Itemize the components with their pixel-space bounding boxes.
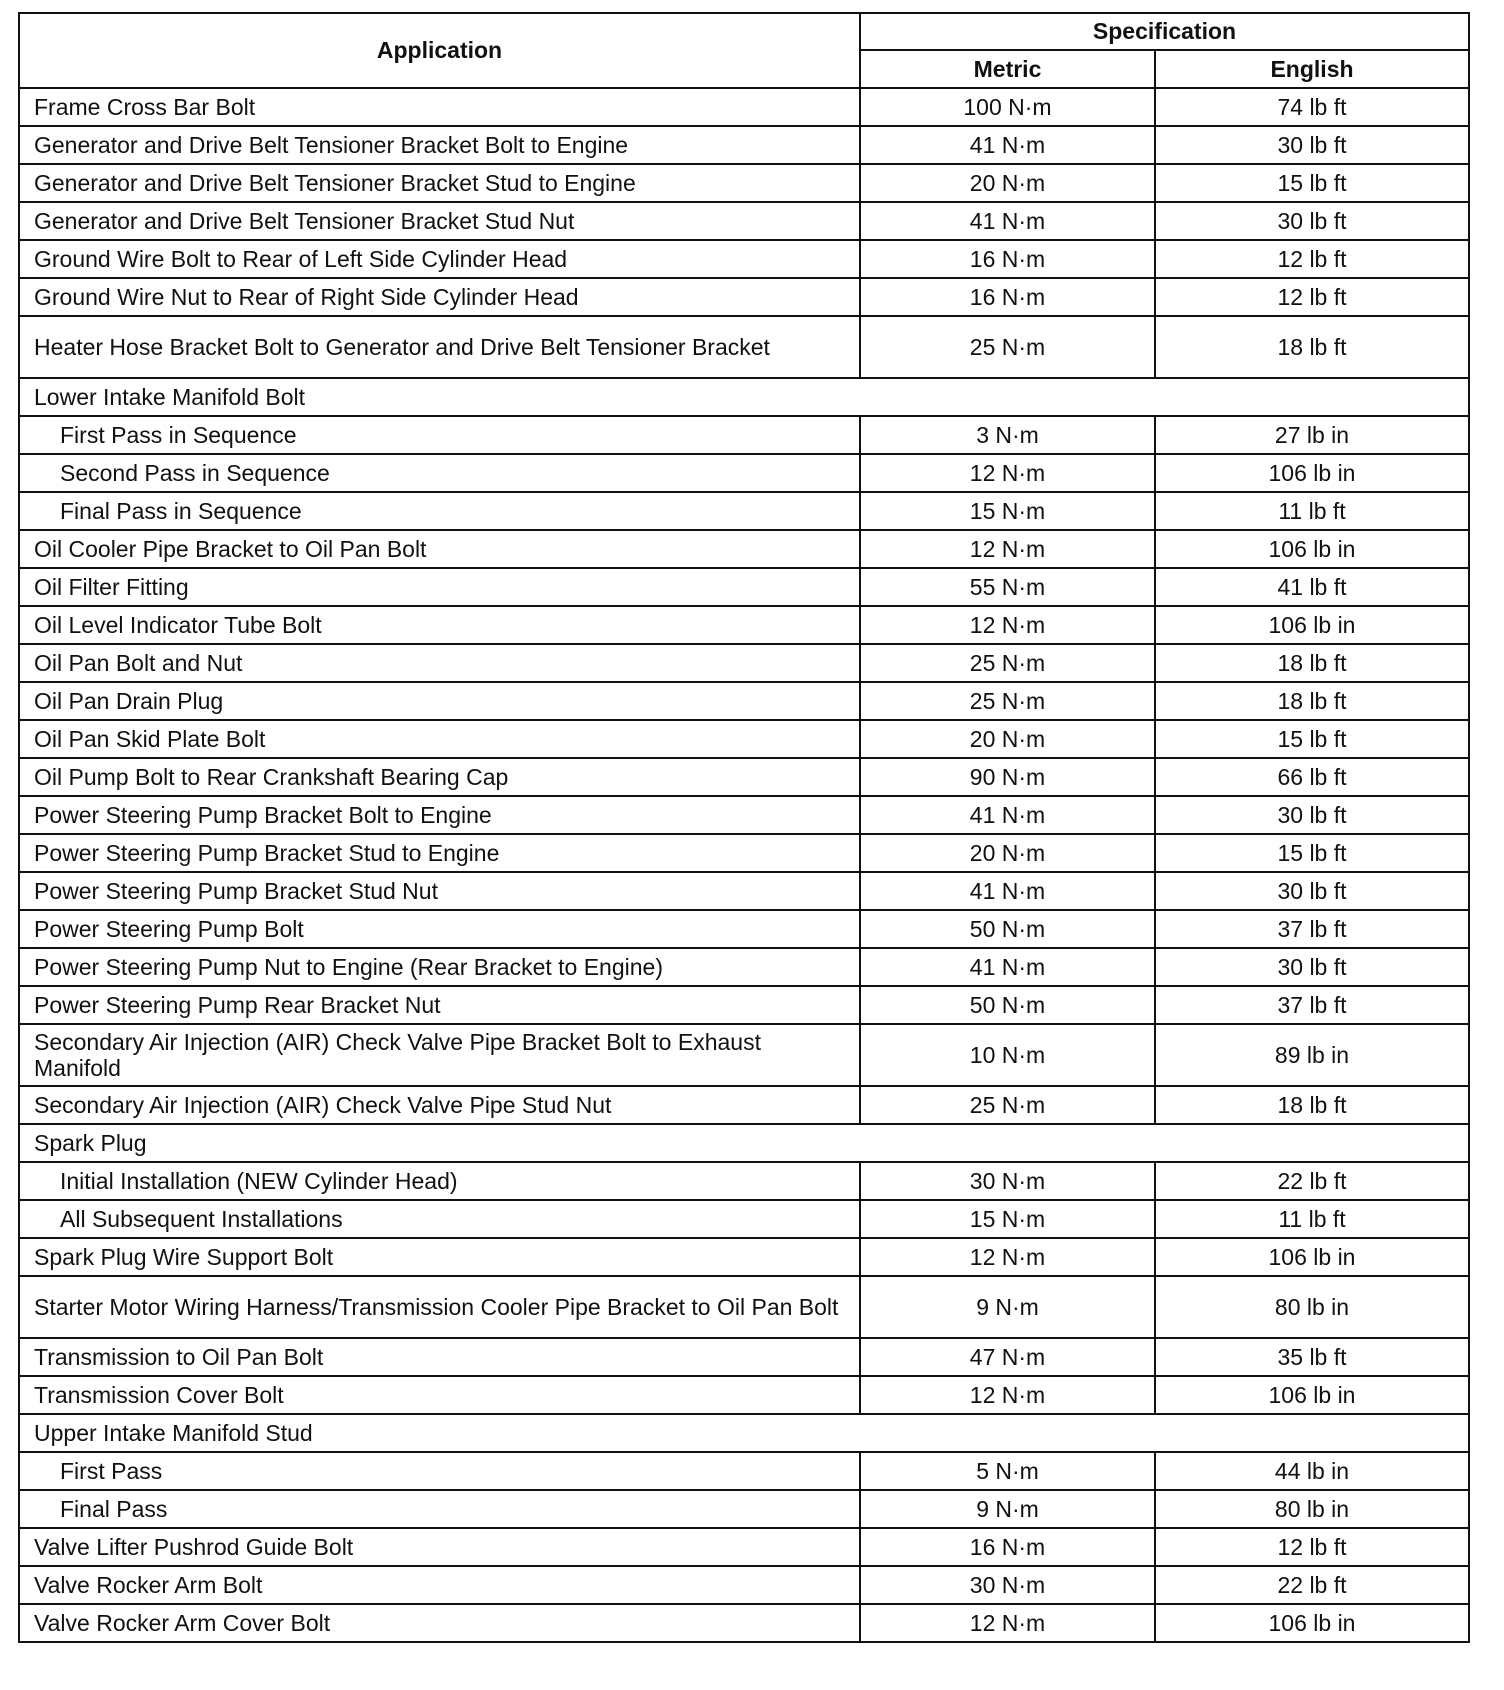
english-cell: 44 lb in — [1155, 1452, 1469, 1490]
table-row — [19, 986, 1469, 1024]
metric-cell: 12 N·m — [860, 530, 1155, 568]
application-cell: Ground Wire Nut to Rear of Right Side Cylinder Head — [19, 278, 860, 316]
application-cell: Ground Wire Bolt to Rear of Left Side Cylinder Head — [19, 240, 860, 278]
application-cell: Valve Rocker Arm Cover Bolt — [19, 1604, 860, 1642]
english-cell: 106 lb in — [1155, 454, 1469, 492]
metric-cell: 41 N·m — [860, 872, 1155, 910]
metric-cell: 25 N·m — [860, 682, 1155, 720]
table-row — [19, 1338, 1469, 1376]
metric-cell: 25 N·m — [860, 316, 1155, 378]
metric-cell: 50 N·m — [860, 910, 1155, 948]
table-group-row — [19, 1124, 1469, 1162]
table-row — [19, 1276, 1469, 1338]
specification-header: Specification — [860, 13, 1469, 50]
application-cell: Heater Hose Bracket Bolt to Generator and Drive Belt Tensioner Bracket — [19, 316, 860, 378]
metric-cell: 41 N·m — [860, 948, 1155, 986]
application-cell: Oil Pan Skid Plate Bolt — [19, 720, 860, 758]
group-label: Spark Plug — [19, 1124, 1469, 1162]
metric-cell: 90 N·m — [860, 758, 1155, 796]
metric-cell: 3 N·m — [860, 416, 1155, 454]
application-cell: Generator and Drive Belt Tensioner Bracket Stud Nut — [19, 202, 860, 240]
metric-cell: 20 N·m — [860, 720, 1155, 758]
metric-cell: 30 N·m — [860, 1162, 1155, 1200]
application-cell: Power Steering Pump Bracket Bolt to Engine — [19, 796, 860, 834]
application-cell: Power Steering Pump Nut to Engine (Rear Bracket to Engine) — [19, 948, 860, 986]
english-cell: 30 lb ft — [1155, 202, 1469, 240]
table-row — [19, 796, 1469, 834]
english-cell: 15 lb ft — [1155, 834, 1469, 872]
english-cell: 11 lb ft — [1155, 492, 1469, 530]
metric-cell: 20 N·m — [860, 164, 1155, 202]
application-cell: Oil Pan Drain Plug — [19, 682, 860, 720]
application-cell: Valve Rocker Arm Bolt — [19, 1566, 860, 1604]
english-cell: 37 lb ft — [1155, 986, 1469, 1024]
metric-header: Metric — [860, 50, 1155, 88]
table-row — [19, 1528, 1469, 1566]
application-cell: Starter Motor Wiring Harness/Transmission Cooler Pipe Bracket to Oil Pan Bolt — [19, 1276, 860, 1338]
english-cell: 80 lb in — [1155, 1276, 1469, 1338]
english-cell: 22 lb ft — [1155, 1566, 1469, 1604]
table-row — [19, 530, 1469, 568]
table-row — [19, 316, 1469, 378]
metric-cell: 10 N·m — [860, 1024, 1155, 1086]
metric-cell: 20 N·m — [860, 834, 1155, 872]
table-row — [19, 872, 1469, 910]
application-cell: Generator and Drive Belt Tensioner Bracket Stud to Engine — [19, 164, 860, 202]
table-row — [19, 644, 1469, 682]
metric-cell: 12 N·m — [860, 454, 1155, 492]
english-cell: 37 lb ft — [1155, 910, 1469, 948]
english-cell: 30 lb ft — [1155, 872, 1469, 910]
group-label: Lower Intake Manifold Bolt — [19, 378, 1469, 416]
application-cell: Power Steering Pump Bolt — [19, 910, 860, 948]
english-cell: 66 lb ft — [1155, 758, 1469, 796]
table-subrow — [19, 1452, 1469, 1490]
application-cell: Generator and Drive Belt Tensioner Bracket Bolt to Engine — [19, 126, 860, 164]
application-cell: All Subsequent Installations — [19, 1200, 860, 1238]
metric-cell: 41 N·m — [860, 126, 1155, 164]
metric-cell: 100 N·m — [860, 88, 1155, 126]
metric-cell: 15 N·m — [860, 492, 1155, 530]
english-cell: 106 lb in — [1155, 1604, 1469, 1642]
header-row-top — [19, 13, 1469, 50]
application-cell: Oil Pan Bolt and Nut — [19, 644, 860, 682]
torque-spec-table — [18, 12, 1470, 1643]
english-cell: 30 lb ft — [1155, 796, 1469, 834]
metric-cell: 12 N·m — [860, 606, 1155, 644]
table-subrow — [19, 416, 1469, 454]
english-cell: 22 lb ft — [1155, 1162, 1469, 1200]
table-row — [19, 758, 1469, 796]
table-row — [19, 1604, 1469, 1642]
application-cell: Valve Lifter Pushrod Guide Bolt — [19, 1528, 860, 1566]
table-row — [19, 1086, 1469, 1124]
english-cell: 89 lb in — [1155, 1024, 1469, 1086]
english-cell: 74 lb ft — [1155, 88, 1469, 126]
english-cell: 30 lb ft — [1155, 948, 1469, 986]
table-body — [19, 88, 1469, 1642]
table-row — [19, 720, 1469, 758]
metric-cell: 55 N·m — [860, 568, 1155, 606]
metric-cell: 12 N·m — [860, 1376, 1155, 1414]
application-cell: Frame Cross Bar Bolt — [19, 88, 860, 126]
english-cell: 12 lb ft — [1155, 1528, 1469, 1566]
table-row — [19, 606, 1469, 644]
application-header: Application — [19, 13, 860, 88]
metric-cell: 12 N·m — [860, 1604, 1155, 1642]
english-cell: 41 lb ft — [1155, 568, 1469, 606]
table-subrow — [19, 492, 1469, 530]
metric-cell: 5 N·m — [860, 1452, 1155, 1490]
metric-cell: 16 N·m — [860, 278, 1155, 316]
metric-cell: 47 N·m — [860, 1338, 1155, 1376]
table-group-row — [19, 378, 1469, 416]
metric-cell: 16 N·m — [860, 1528, 1155, 1566]
metric-cell: 41 N·m — [860, 202, 1155, 240]
application-cell: Power Steering Pump Bracket Stud to Engine — [19, 834, 860, 872]
english-cell: 12 lb ft — [1155, 240, 1469, 278]
metric-cell: 25 N·m — [860, 1086, 1155, 1124]
english-cell: 106 lb in — [1155, 606, 1469, 644]
table-subrow — [19, 1490, 1469, 1528]
english-cell: 12 lb ft — [1155, 278, 1469, 316]
metric-cell: 9 N·m — [860, 1276, 1155, 1338]
english-cell: 27 lb in — [1155, 416, 1469, 454]
application-cell: Power Steering Pump Rear Bracket Nut — [19, 986, 860, 1024]
application-cell: Final Pass in Sequence — [19, 492, 860, 530]
application-cell: Oil Level Indicator Tube Bolt — [19, 606, 860, 644]
table-subrow — [19, 454, 1469, 492]
english-cell: 30 lb ft — [1155, 126, 1469, 164]
english-cell: 18 lb ft — [1155, 1086, 1469, 1124]
english-cell: 15 lb ft — [1155, 720, 1469, 758]
application-cell: Secondary Air Injection (AIR) Check Valve Pipe Bracket Bolt to Exhaust Manifold — [19, 1024, 860, 1086]
metric-cell: 50 N·m — [860, 986, 1155, 1024]
table-group-row — [19, 1414, 1469, 1452]
table-row — [19, 1566, 1469, 1604]
table-row — [19, 278, 1469, 316]
english-cell: 106 lb in — [1155, 1376, 1469, 1414]
application-cell: First Pass in Sequence — [19, 416, 860, 454]
table-subrow — [19, 1200, 1469, 1238]
table-row — [19, 834, 1469, 872]
table-subrow — [19, 1162, 1469, 1200]
torque-spec-sheet — [18, 12, 1468, 1643]
table-row — [19, 202, 1469, 240]
english-cell: 106 lb in — [1155, 1238, 1469, 1276]
application-cell: Second Pass in Sequence — [19, 454, 860, 492]
application-cell: Oil Pump Bolt to Rear Crankshaft Bearing Cap — [19, 758, 860, 796]
application-cell: First Pass — [19, 1452, 860, 1490]
table-header — [19, 13, 1469, 88]
metric-cell: 25 N·m — [860, 644, 1155, 682]
metric-cell: 12 N·m — [860, 1238, 1155, 1276]
application-cell: Transmission Cover Bolt — [19, 1376, 860, 1414]
table-row — [19, 910, 1469, 948]
table-row — [19, 1376, 1469, 1414]
english-header: English — [1155, 50, 1469, 88]
table-row — [19, 88, 1469, 126]
metric-cell: 41 N·m — [860, 796, 1155, 834]
table-row — [19, 164, 1469, 202]
english-cell: 18 lb ft — [1155, 682, 1469, 720]
application-cell: Secondary Air Injection (AIR) Check Valve Pipe Stud Nut — [19, 1086, 860, 1124]
english-cell: 106 lb in — [1155, 530, 1469, 568]
english-cell: 15 lb ft — [1155, 164, 1469, 202]
english-cell: 18 lb ft — [1155, 644, 1469, 682]
table-row — [19, 126, 1469, 164]
english-cell: 18 lb ft — [1155, 316, 1469, 378]
english-cell: 80 lb in — [1155, 1490, 1469, 1528]
table-row — [19, 1024, 1469, 1086]
application-cell: Power Steering Pump Bracket Stud Nut — [19, 872, 860, 910]
group-label: Upper Intake Manifold Stud — [19, 1414, 1469, 1452]
application-cell: Transmission to Oil Pan Bolt — [19, 1338, 860, 1376]
metric-cell: 30 N·m — [860, 1566, 1155, 1604]
application-cell: Spark Plug Wire Support Bolt — [19, 1238, 860, 1276]
metric-cell: 9 N·m — [860, 1490, 1155, 1528]
table-row — [19, 240, 1469, 278]
metric-cell: 16 N·m — [860, 240, 1155, 278]
table-row — [19, 682, 1469, 720]
table-row — [19, 1238, 1469, 1276]
english-cell: 11 lb ft — [1155, 1200, 1469, 1238]
table-row — [19, 568, 1469, 606]
application-cell: Final Pass — [19, 1490, 860, 1528]
table-row — [19, 948, 1469, 986]
application-cell: Oil Filter Fitting — [19, 568, 860, 606]
metric-cell: 15 N·m — [860, 1200, 1155, 1238]
application-cell: Initial Installation (NEW Cylinder Head) — [19, 1162, 860, 1200]
application-cell: Oil Cooler Pipe Bracket to Oil Pan Bolt — [19, 530, 860, 568]
english-cell: 35 lb ft — [1155, 1338, 1469, 1376]
